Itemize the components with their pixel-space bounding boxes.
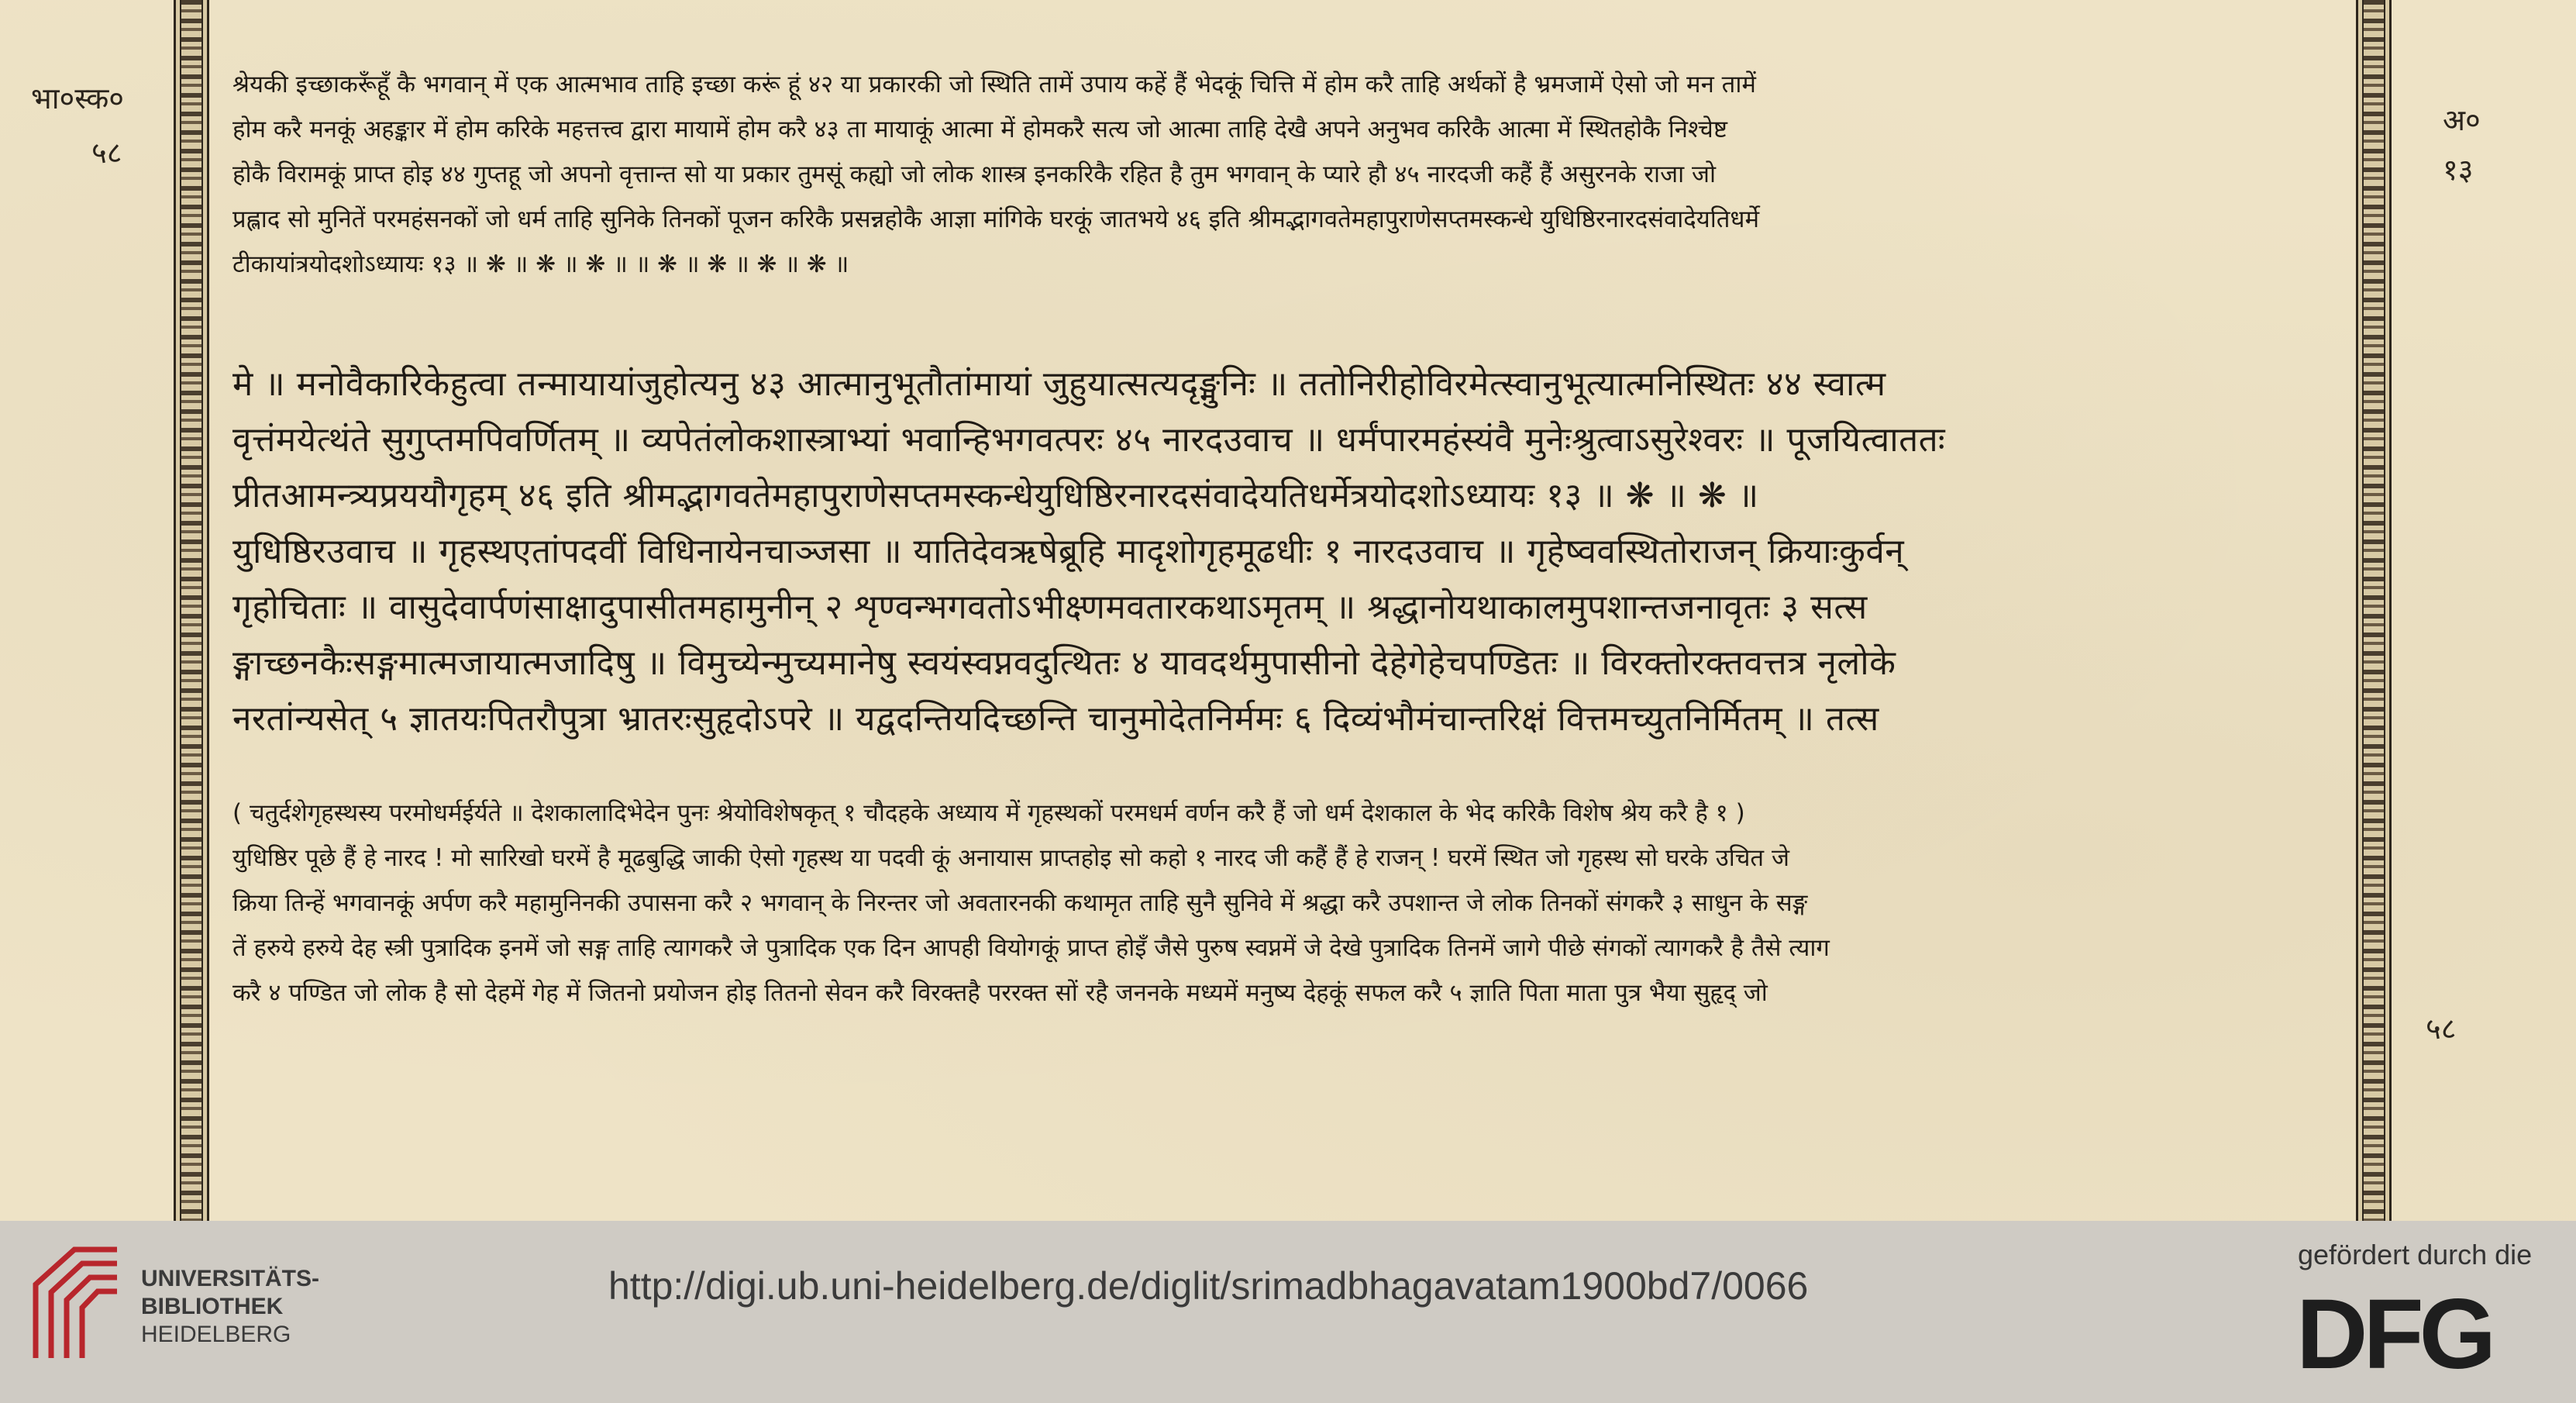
verse-line: ङ्गाच्छनकैःसङ्गमात्मजायात्मजादिषु ॥ विमुच्येन्मुच्यमानेषु स्वयंस्वप्नवदुत्थितः ४ यावदर्थमुपासीनो देहेगेहेचपण्डितः ॥ विरक्तोरक्तवत्तत्र नृलोके <box>232 643 1896 683</box>
verse-line: प्रीतआमन्त्र्यप्रययौगृहम् ४६ इति श्रीमद्भागवतेमहापुराणेसप्तमस्कन्धेयुधिष्ठिरनारदसंवादेयतिधर्मेत्रयोदशोऽध्यायः १३ ॥ ❋ ॥ ❋ ॥ <box>232 476 1759 515</box>
left-page-number: ५८ <box>91 136 122 170</box>
commentary-line: क्रिया तिन्हें भगवानकूं अर्पण करै महामुनिनकी उपासना करै २ भगवान् के निरन्तर जो अवतारनकी कथामृत ताहि सुनै सुनिवे में श्रद्धा करै उपशान्त जे लोक तिनकों संगकरै ३ साधुन के सङ्ग <box>232 889 1808 917</box>
verse-line: गृहोचिताः ॥ वासुदेवार्पणंसाक्षादुपासीतमहामुनीन् २ शृण्वन्भगवतोऽभीक्ष्णमवतारकथाऽमृतम् ॥ श्रद्धानोयथाकालमुपशान्तजनावृतः ३ सत्स <box>232 588 1868 627</box>
right-chapter-label: अ० <box>2443 103 2481 137</box>
chapter-end-line: टीकायांत्रयोदशोऽध्यायः १३ ॥ ❋ ॥ ❋ ॥ ❋ ॥ ॥ ❋ ॥ ❋ ॥ ❋ ॥ ❋ ॥ <box>232 250 849 278</box>
university-library-name[interactable] <box>141 1265 319 1349</box>
commentary-line: ( चतुर्दशेगृहस्थस्य परमोधर्मईर्यते ॥ देशकालादिभेदेन पुनः श्रेयोविशेषकृत् १ चौदहके अध्याय में गृहस्थकों परमधर्म वर्णन करै हैं जो धर्म देशकाल के भेद करिकै विशेष श्रेय करै है १ ) <box>232 799 1745 827</box>
commentary-line: करै ४ पण्डित जो लोक है सो देहमें गेह में जितनो प्रयोजन होइ तितनो सेवन करै विरक्तहै पररक्त सों रहै जननके मध्यमें मनुष्य देहकूं सफल करै ५ ज्ञाति पिता माता पुत्र भैया सुहृद् जो <box>232 979 1768 1007</box>
left-book-label: भा०स्क० <box>31 81 125 115</box>
dfg-logo-icon[interactable] <box>2296 1287 2536 1380</box>
library-name-line1: UNIVERSITÄTS- <box>141 1266 320 1291</box>
right-page-number: ५८ <box>2426 1012 2457 1046</box>
verse-line: मे ॥ मनोवैकारिकेहुत्वा तन्मायायांजुहोत्यनु ४३ आत्मानुभूतौतांमायां जुहुयात्सत्यदृङ्मुनिः ॥ ततोनिरीहोविरमेत्स्वानुभूत्यात्मनिस्थितः ४४ स्वात्म <box>232 364 1886 404</box>
right-margin <box>2395 0 2576 1221</box>
footer-bar <box>0 1221 2576 1403</box>
commentary-line: तें हरुये हरुये देह स्त्री पुत्रादिक इनमें जो सङ्ग ताहि त्यागकरै जे पुत्रादिक एक दिन आपही वियोगकूं प्राप्त होइँ जैसे पुरुष स्वप्नमें जे देखे पुत्रादिक तिनमें जागे पीछे संगकों त्यागकरै है तैसे त्याग <box>232 934 1830 962</box>
verse-line: युधिष्ठिरउवाच ॥ गृहस्थएतांपदवीं विधिनायेनचाञ्जसा ॥ यातिदेवऋषेब्रूहि मादृशोगृहमूढधीः १ नारदउवाच ॥ गृहेष्ववस्थितोराजन् क्रियाःकुर्वन् <box>232 532 1905 571</box>
funded-by-label: gefördert durch die <box>2298 1239 2533 1270</box>
page-text <box>232 62 2379 1194</box>
university-library-logo-icon[interactable] <box>28 1242 125 1366</box>
commentary-line: प्रह्लाद सो मुनितें परमहंसनकों जो धर्म ताहि सुनिके तिनकों पूजन करिकै प्रसन्नहोकै आज्ञा मांगिके घरकूं जातभये ४६ इति श्रीमद्भागवतेमहापुराणेसप्तमस्कन्धे युधिष्ठिरनारदसंवादेयतिधर्मे <box>232 205 1760 233</box>
verse-line: वृत्तंमयेत्थंते सुगुप्तमपिवर्णितम् ॥ व्यपेतंलोकशास्त्राभ्यां भवान्हिभगवत्परः ४५ नारदउवाच ॥ धर्मंपारमहंस्यंवै मुनेःश्रुत्वाऽसुरेश्वरः ॥ पूजयित्वाततः <box>232 420 1946 460</box>
right-chapter-number: १३ <box>2443 153 2474 187</box>
left-ornamental-border <box>174 0 209 1221</box>
commentary-line: होम करै मनकूं अहङ्कार में होम करिके महत्तत्त्व द्वारा मायामें होम करै ४३ ता मायाकूं आत्मा में होमकरै सत्य जो आत्मा ताहि देखै अपने अनुभव करिकै आत्मा में स्थितहोकै निश्चेष्ट <box>232 115 1727 143</box>
library-name-line2: BIBLIOTHEK <box>141 1294 284 1319</box>
library-name-line3: HEIDELBERG <box>141 1322 291 1347</box>
left-margin <box>0 0 170 1221</box>
commentary-line: युधिष्ठिर पूछे हैं हे नारद ! मो सारिखो घरमें है मूढबुद्धि जाकी ऐसो गृहस्थ या पदवी कूं अनायास प्राप्तहोइ सो कहो १ नारद जी कहैं हैं हे राजन् ! घरमें स्थित जो गृहस्थ सो घरके उचित जे <box>232 844 1789 872</box>
permalink-url[interactable]: http://digi.ub.uni-heidelberg.de/diglit/srimadbhagavatam1900bd7/0066 <box>608 1264 1809 1308</box>
dfg-logo-text: DFG <box>2296 1287 2492 1380</box>
verse-line: नरतांन्यसेत् ५ ज्ञातयःपितरौपुत्रा भ्रातरःसुहृदोऽपरे ॥ यद्वदन्तियदिच्छन्ति चानुमोदेतनिर्ममः ६ दिव्यंभौमंचान्तरिक्षं वित्तमच्युतनिर्मितम् ॥ तत्स <box>232 699 1879 739</box>
commentary-line: श्रेयकी इच्छाकरूँहूँ कै भगवान् में एक आत्मभाव ताहि इच्छा करूं हूं ४२ या प्रकारकी जो स्थिति तामें उपाय कहें हैं भेदकूं चित्ति में होम करै ताहि अर्थकों है भ्रमजामें ऐसो जो मन तामें <box>232 71 1756 98</box>
commentary-line: होकै विरामकूं प्राप्त होइ ४४ गुप्तहू जो अपनो वृत्तान्त सो या प्रकार तुमसूं कह्यो जो लोक शास्त्र इनकरिकै रहित है तुम भगवान् के प्यारे हौ ४५ नारदजी कहैं हैं असुरनके राजा जो <box>232 160 1716 188</box>
